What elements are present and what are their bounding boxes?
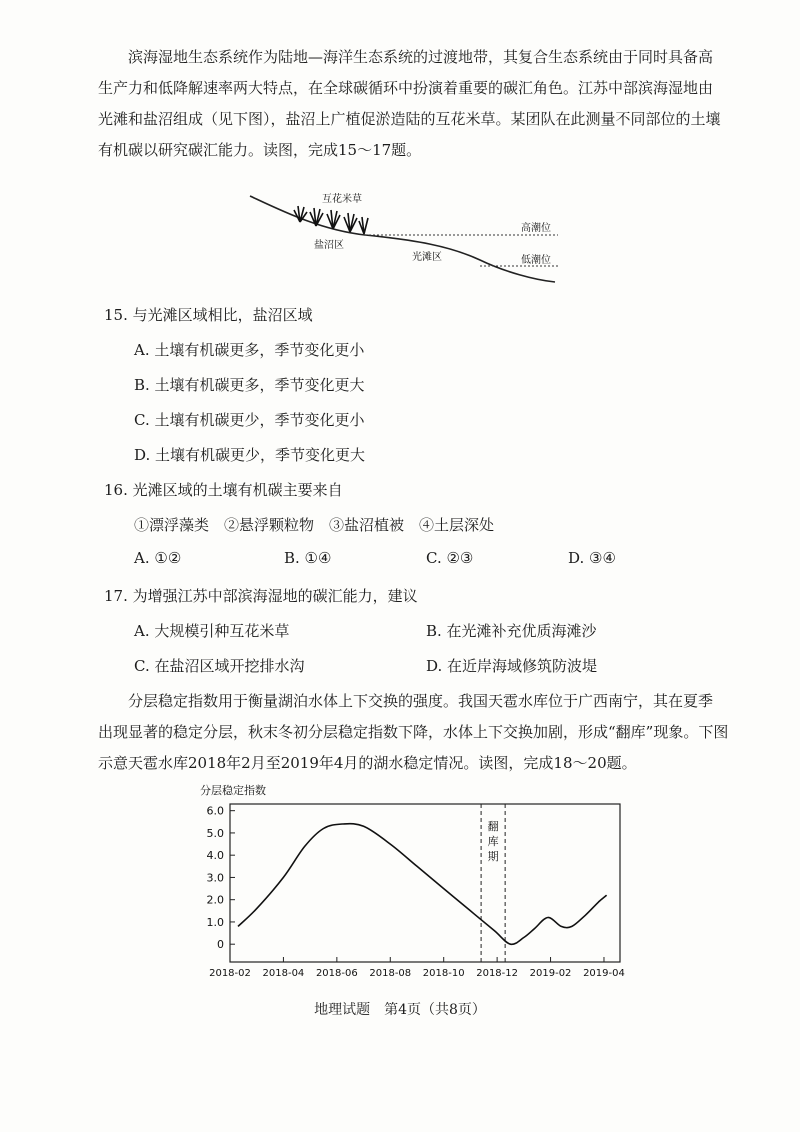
- stability-index-series-line: [238, 824, 607, 945]
- x-tick-label: 2019-02: [529, 968, 572, 979]
- q16-option-b[interactable]: B. ①④: [284, 549, 332, 567]
- x-tick-label: 2019-04: [583, 968, 625, 979]
- x-tick-label: 2018-10: [422, 968, 465, 979]
- y-tick-label: 2.0: [206, 893, 224, 907]
- x-tick-label: 2018-04: [262, 968, 305, 979]
- x-tick-label: 2018-02: [209, 968, 251, 979]
- passage-1: [98, 42, 721, 166]
- q17-option-b[interactable]: B. 在光滩补充优质海滩沙: [426, 622, 597, 640]
- passage-2-line: 出现显著的稳定分层，秋末冬初分层稳定指数下降，水体上下交换加剧，形成“翻库”现象。下图: [98, 723, 729, 741]
- high-tide-label: 高潮位: [521, 223, 551, 234]
- question-16-stem: 16. 光滩区域的土壤有机碳主要来自: [104, 481, 343, 499]
- q17-option-c[interactable]: C. 在盐沼区域开挖排水沟: [134, 657, 305, 675]
- q15-option-b[interactable]: B. 土壤有机碳更多，季节变化更大: [134, 376, 365, 394]
- wetland-profile-diagram: [240, 188, 570, 290]
- annotation-label-char: 翻: [487, 820, 499, 833]
- y-tick-label: 3.0: [206, 871, 224, 885]
- q16-option-a[interactable]: A. ①②: [134, 549, 182, 567]
- passage-2-line: 分层稳定指数用于衡量湖泊水体上下交换的强度。我国天雹水库位于广西南宁，其在夏季: [128, 692, 714, 710]
- q17-option-d[interactable]: D. 在近岸海域修筑防波堤: [426, 657, 598, 675]
- low-tide-label: 低潮位: [521, 255, 551, 266]
- q17-option-a[interactable]: A. 大规模引种互花米草: [134, 622, 290, 640]
- x-tick-label: 2018-12: [476, 968, 519, 979]
- q16-option-c[interactable]: C. ②③: [426, 549, 474, 567]
- y-tick-label: 0: [217, 938, 224, 952]
- passage-1-line: 滨海湿地生态系统作为陆地—海洋生态系统的过渡地带，其复合生态系统由于同时具备高: [128, 48, 714, 66]
- stability-index-chart: [190, 780, 630, 985]
- plot-frame: [230, 804, 620, 962]
- x-tick-label: 2018-08: [369, 968, 412, 979]
- q15-option-d[interactable]: D. 土壤有机碳更少，季节变化更大: [134, 446, 366, 464]
- y-tick-label: 5.0: [206, 826, 224, 840]
- y-tick-label: 6.0: [206, 804, 224, 818]
- saltmarsh-label: 盐沼区: [314, 240, 344, 251]
- ground-surface-line: [250, 196, 555, 282]
- passage-2: [98, 686, 729, 779]
- q16-option-d[interactable]: D. ③④: [568, 549, 616, 567]
- passage-2-line: 示意天雹水库2018年2月至2019年4月的湖水稳定情况。读图，完成18～20题。: [98, 754, 637, 772]
- q15-option-a[interactable]: A. 土壤有机碳更多，季节变化更小: [134, 341, 365, 359]
- q16-items: ①漂浮藻类 ②悬浮颗粒物 ③盐沼植被 ④土层深处: [134, 516, 495, 534]
- passage-1-line: 光滩和盐沼组成（见下图），盐沼上广植促淤造陆的互花米草。某团队在此测量不同部位的土壤: [98, 110, 721, 128]
- x-tick-label: 2018-06: [315, 968, 358, 979]
- y-axis-label: 分层稳定指数: [200, 784, 266, 797]
- passage-1-line: 生产力和低降解速率两大特点，在全球碳循环中扮演着重要的碳汇角色。江苏中部滨海湿地由: [98, 79, 714, 97]
- grass-label: 互花米草: [322, 194, 362, 205]
- mudflat-label: 光滩区: [412, 252, 442, 263]
- annotation-label-char: 库: [487, 835, 499, 848]
- page-footer: 地理试题 第4页（共8页）: [314, 1002, 486, 1018]
- q15-option-c[interactable]: C. 土壤有机碳更少，季节变化更小: [134, 411, 365, 429]
- question-15-stem: 15. 与光滩区域相比，盐沼区域: [104, 306, 313, 324]
- y-tick-label: 4.0: [206, 849, 224, 863]
- annotation-label-char: 期: [487, 850, 499, 863]
- y-tick-label: 1.0: [206, 915, 224, 929]
- passage-1-line: 有机碳以研究碳汇能力。读图，完成15～17题。: [98, 141, 422, 159]
- question-17-stem: 17. 为增强江苏中部滨海湿地的碳汇能力，建议: [104, 587, 418, 605]
